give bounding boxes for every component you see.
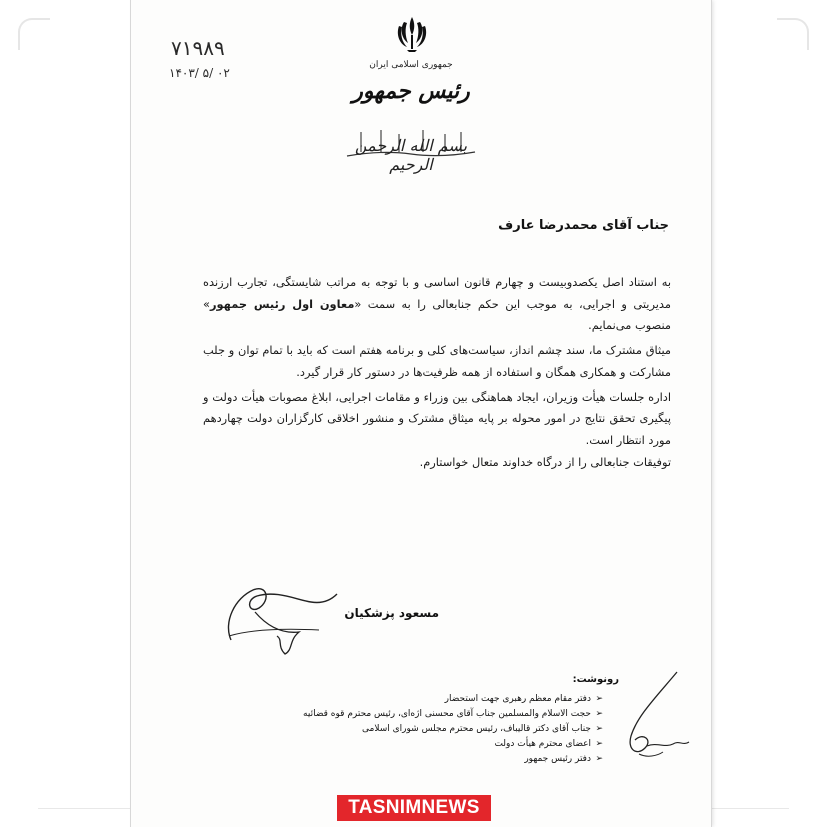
tasnimnews-watermark: TASNIMNEWS: [337, 795, 491, 821]
office-heading: رئیس جمهور: [352, 78, 470, 104]
closing-line: توفیقات جنابعالی را از درگاه خداوند متعال خواستارم.: [419, 454, 671, 469]
cc-item: ➢ دفتر رئیس جمهور: [273, 752, 603, 767]
letter-date: ۱۴۰۳/ ۵/ ۰۲: [169, 66, 230, 80]
cc-arrow-icon: ➢: [595, 754, 603, 764]
frame-corner-top-right: [777, 18, 809, 50]
paragraph-appointment: [203, 272, 671, 337]
handwritten-signature: [219, 570, 349, 660]
cc-arrow-icon: ➢: [595, 739, 603, 749]
cc-item: ➢ حجت الاسلام والمسلمین جناب آقای محسنی اژه‌ای، رئیس محترم قوه قضائیه: [273, 707, 603, 722]
cc-arrow-icon: ➢: [595, 694, 603, 704]
cc-list: [273, 692, 603, 767]
iran-emblem-icon: [395, 14, 429, 54]
serial-number: ۷۱۹۸۹: [171, 36, 225, 60]
appointment-title: معاون اول رئیس جمهور: [209, 296, 355, 311]
letter-page: [131, 0, 711, 827]
cc-arrow-icon: ➢: [595, 709, 603, 719]
cc-title: رونوشت:: [572, 674, 619, 685]
letter-body: [203, 272, 671, 473]
addressee: جناب آقای محمدرضا عارف: [498, 218, 669, 233]
paragraph-appointment-text: به استناد اصل یکصدوبیست و چهارم قانون اساسی و با توجه به مراتب شایستگی، تجارب ارزنده مدیریتی و اجرایی، به موجب این حکم جنابعالی را به سمت «: [203, 275, 671, 311]
signatory-name: مسعود پزشکیان: [344, 606, 439, 620]
cc-item: ➢ اعضای محترم هیأت دولت: [273, 737, 603, 752]
cc-item: ➢ جناب آقای دکتر قالیباف، رئیس محترم مجلس شورای اسلامی: [273, 722, 603, 737]
paragraph-duties: اداره جلسات هیأت وزیران، ایجاد هماهنگی بین وزراء و مقامات اجرایی، ابلاغ مصوبات هیأت دولت و پیگیری تحقق نتایج در امور محوله بر پایه میثاق مشترک و منشور اخلاقی کارگزاران دولت چهاردهم مورد انتظار است.: [203, 389, 671, 447]
cc-arrow-icon: ➢: [595, 724, 603, 734]
republic-heading: جمهوری اسلامی ایران: [369, 60, 453, 70]
cc-item: ➢ دفتر مقام معظم رهبری جهت استحضار: [273, 692, 603, 707]
handwritten-initials: [617, 666, 697, 776]
paragraph-appointment-end: » منصوب می‌نمایم.: [203, 296, 671, 333]
frame-corner-top-left: [18, 18, 50, 50]
paragraph-charter: میثاق مشترک ما، سند چشم انداز، سیاست‌های کلی و برنامه هفتم است که باید با تمام توان و جلب مشارکت و همکاری همگان و استفاده از همه ظرفیت‌ها در دستور کار قرار گیرد.: [203, 343, 671, 379]
bismillah: بسم الله الرحمن الرحیم: [354, 136, 468, 174]
